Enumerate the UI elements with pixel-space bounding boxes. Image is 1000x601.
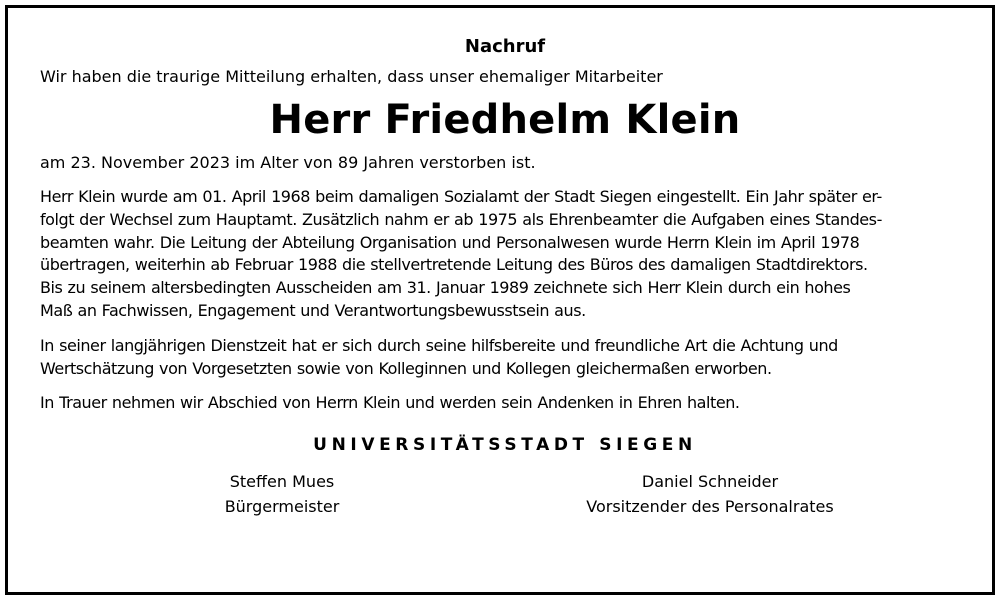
- signatory-name: Daniel Schneider: [641, 472, 779, 492]
- career-line: Herr Klein wurde am 01. April 1968 beim damaligen Sozialamt der Stadt Siegen eingestellt. Ein Jahr später er-: [40, 187, 882, 206]
- deceased-name: Herr Friedhelm Klein: [269, 97, 741, 143]
- closing-paragraph: In Trauer nehmen wir Abschied von Herrn Klein und werden sein Andenken in Ehren halten.: [40, 393, 740, 413]
- tribute-paragraph: [40, 335, 970, 381]
- signatory-title: Bürgermeister: [224, 497, 340, 517]
- career-line: folgt der Wechsel zum Hauptamt. Zusätzlich nahm er ab 1975 als Ehrenbeamter die Aufgaben eines Standes-: [40, 209, 882, 229]
- career-line: beamten wahr. Die Leitung der Abteilung Organisation und Personalwesen wurde Herrn Klein im April 1978: [40, 232, 860, 252]
- career-paragraph: [40, 186, 970, 323]
- career-line: Bis zu seinem altersbedingten Ausscheiden am 31. Januar 1989 zeichnete sich Herr Klein durch ein hohes: [40, 278, 851, 298]
- tribute-line: In seiner langjährigen Dienstzeit hat er sich durch seine hilfsbereite und freundliche Art die Achtung und: [40, 335, 838, 355]
- organization-name: UNIVERSITÄTSSTADT SIEGEN: [313, 435, 697, 456]
- obituary-heading: Nachruf: [464, 36, 546, 57]
- death-notice-line: am 23. November 2023 im Alter von 89 Jahren verstorben ist.: [40, 153, 536, 172]
- intro-line: Wir haben die traurige Mitteilung erhalten, dass unser ehemaliger Mitarbeiter: [40, 67, 663, 86]
- obituary-content: [40, 36, 970, 519]
- career-line: übertragen, weiterhin ab Februar 1988 die stellvertretende Leitung des Büros des damaligen Stadtdirektors.: [40, 255, 868, 275]
- career-line: Maß an Fachwissen, Engagement und Verantwortungsbewusstsein aus.: [40, 300, 586, 320]
- obituary-frame: [5, 5, 995, 595]
- signatory-name: Steffen Mues: [229, 472, 335, 492]
- signatory-mayor: [182, 469, 382, 519]
- signatures: [40, 469, 970, 519]
- signatory-title: Vorsitzender des Personalrates: [586, 497, 834, 517]
- tribute-line: Wertschätzung von Vorgesetzten sowie von Kolleginnen und Kollegen gleichermaßen erworben.: [40, 358, 772, 378]
- signatory-staff-council: [560, 469, 860, 519]
